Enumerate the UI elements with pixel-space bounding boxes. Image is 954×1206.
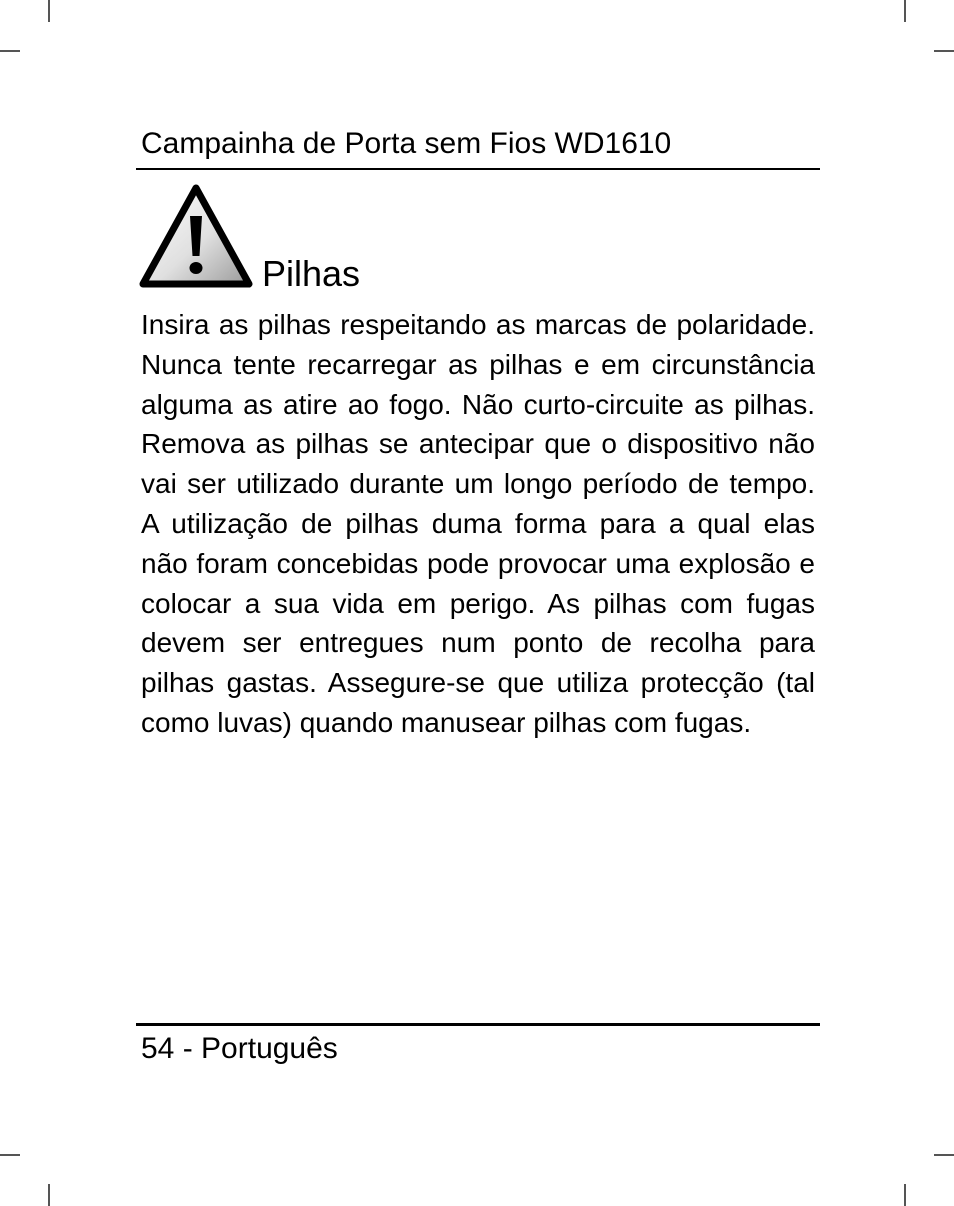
crop-mark-top-right-h — [934, 50, 954, 52]
footer-language: Português — [201, 1032, 338, 1065]
warning-triangle-icon — [139, 184, 253, 290]
header-rule — [136, 168, 820, 170]
crop-mark-top-left-h — [0, 50, 20, 52]
crop-mark-bottom-right-h — [934, 1154, 954, 1156]
crop-mark-top-left — [48, 0, 50, 22]
page-footer — [141, 1029, 338, 1069]
body-paragraph: Insira as pilhas respeitando as marcas de polaridade. Nunca tente recarregar as pilhas e em circunstância alguma as atire ao fogo. Não curto-circuite as pilhas. Remova as pilhas se antecipar que o dispositivo não vai ser utilizado durante um longo período de tempo. A utilização de pilhas duma forma para a qual elas não foram concebidas pode provocar uma explosão e colocar a sua vida em perigo. As pilhas com fugas devem ser entregues num ponto de recolha para pilhas gastas. Assegure-se que utiliza protecção (tal como luvas) quando manusear pilhas com fugas. — [141, 309, 815, 738]
footer-separator: - — [174, 1032, 202, 1065]
crop-mark-bottom-left-h — [0, 1154, 20, 1156]
crop-mark-top-right — [904, 0, 906, 22]
running-header-title: Campainha de Porta sem Fios WD1610 — [141, 127, 672, 160]
page-number: 54 — [141, 1032, 175, 1065]
crop-mark-bottom-left — [48, 1184, 50, 1206]
section-title: Pilhas — [262, 253, 361, 294]
crop-mark-bottom-right — [904, 1184, 906, 1206]
footer-rule — [136, 1023, 820, 1026]
